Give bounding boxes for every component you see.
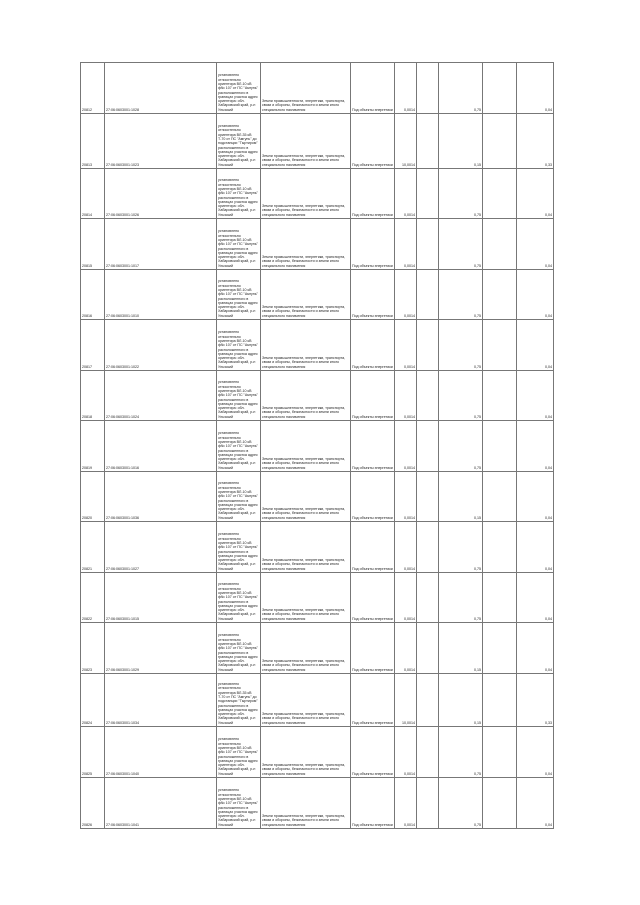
cadastral-number-cell: 27:06:0603001:1010	[105, 270, 217, 320]
location-cell: установлено относительно ориентира ВЛ-10 кВ ф№ 107 от ПС "Амгунь" расположенного в границах участка адрес ориентира: обл. Хабаровский край, р-н Ульчский	[217, 169, 261, 219]
empty-cell	[417, 472, 439, 522]
rate-cell: 0,75	[439, 778, 483, 829]
table-body	[81, 63, 554, 829]
land-category-cell: Земли промышленности, энергетики, транспорта, связи и обороны, безопасности и земли иного специального назначения	[261, 674, 351, 727]
permitted-use-cell: Под объекты энергетики	[351, 169, 395, 219]
tax-cell: 0,04	[517, 623, 554, 674]
rate-cell: 0,75	[439, 727, 483, 778]
rate-cell: 0,75	[439, 270, 483, 320]
rate-cell: 0,75	[439, 320, 483, 371]
empty-cell	[483, 270, 517, 320]
empty-cell	[417, 169, 439, 219]
permitted-use-cell: Под объекты энергетики	[351, 522, 395, 573]
cadastral-number-cell: 27:06:0603001:1029	[105, 623, 217, 674]
parcel-id-cell: 20824	[81, 674, 105, 727]
parcel-id-cell: 20822	[81, 573, 105, 623]
area-cell: 0,0014	[395, 320, 417, 371]
parcel-id-cell: 20826	[81, 778, 105, 829]
land-category-cell: Земли промышленности, энергетики, транспорта, связи и обороны, безопасности и земли иного специального назначения	[261, 522, 351, 573]
permitted-use-cell: Под объекты энергетики	[351, 727, 395, 778]
rate-cell: 0,75	[439, 421, 483, 472]
permitted-use-cell: Под объекты энергетики	[351, 63, 395, 114]
tax-cell: 0,04	[517, 778, 554, 829]
parcel-id-cell: 20816	[81, 270, 105, 320]
area-cell: 0,0014	[395, 169, 417, 219]
rate-cell: 0,15	[439, 472, 483, 522]
parcel-id-cell: 20817	[81, 320, 105, 371]
parcel-id-cell: 20813	[81, 114, 105, 169]
parcel-id-cell: 20819	[81, 421, 105, 472]
table-row	[81, 727, 554, 778]
table-row	[81, 114, 554, 169]
empty-cell	[483, 472, 517, 522]
empty-cell	[483, 63, 517, 114]
table-row	[81, 270, 554, 320]
tax-cell: 0,04	[517, 522, 554, 573]
empty-cell	[417, 219, 439, 270]
area-cell: 0,0014	[395, 623, 417, 674]
empty-cell	[483, 320, 517, 371]
tax-cell: 0,04	[517, 472, 554, 522]
empty-cell	[417, 522, 439, 573]
location-cell: установлено относительно ориентира ВЛ-10 кВ ф№ 107 от ПС "Амгунь" расположенного в границах участка адрес ориентира: обл. Хабаровский край, р-н Ульчский	[217, 219, 261, 270]
permitted-use-cell: Под объекты энергетики	[351, 114, 395, 169]
tax-cell: 0,04	[517, 63, 554, 114]
cadastral-number-cell: 27:06:0603001:1022	[105, 320, 217, 371]
table-row	[81, 63, 554, 114]
area-cell: 0,0014	[395, 270, 417, 320]
area-cell: 10,0014	[395, 674, 417, 727]
empty-cell	[483, 778, 517, 829]
empty-cell	[483, 573, 517, 623]
land-category-cell: Земли промышленности, энергетики, транспорта, связи и обороны, безопасности и земли иного специального назначения	[261, 727, 351, 778]
table-row	[81, 573, 554, 623]
tax-cell: 0,04	[517, 169, 554, 219]
location-cell: установлено относительно ориентира ВЛ-10 кВ ф№ 107 от ПС "Амгунь" расположенного в границах участка адрес ориентира: обл. Хабаровский край, р-н Ульчский	[217, 727, 261, 778]
location-cell: установлено относительно ориентира ВЛ-10 кВ ф№ 107 от ПС "Амгунь" расположенного в границах участка адрес ориентира: обл. Хабаровский край, р-н Ульчский	[217, 778, 261, 829]
empty-cell	[417, 623, 439, 674]
table-row	[81, 371, 554, 421]
cadastral-number-cell: 27:06:0603001:1040	[105, 727, 217, 778]
table-row	[81, 674, 554, 727]
empty-cell	[483, 169, 517, 219]
empty-cell	[483, 522, 517, 573]
rate-cell: 0,15	[439, 114, 483, 169]
empty-cell	[483, 371, 517, 421]
table-row	[81, 522, 554, 573]
table-row	[81, 472, 554, 522]
cadastral-number-cell: 27:06:0603001:1041	[105, 778, 217, 829]
permitted-use-cell: Под объекты энергетики	[351, 371, 395, 421]
empty-cell	[417, 114, 439, 169]
rate-cell: 0,75	[439, 522, 483, 573]
tax-cell: 0,33	[517, 674, 554, 727]
empty-cell	[483, 674, 517, 727]
permitted-use-cell: Под объекты энергетики	[351, 219, 395, 270]
permitted-use-cell: Под объекты энергетики	[351, 421, 395, 472]
area-cell: 10,0014	[395, 114, 417, 169]
empty-cell	[417, 63, 439, 114]
location-cell: установлено относительно ориентира ВЛ-10 кВ ф№ 107 от ПС "Амгунь" расположенного в границах участка адрес ориентира: обл. Хабаровский край, р-н Ульчский	[217, 472, 261, 522]
rate-cell: 0,75	[439, 169, 483, 219]
empty-cell	[483, 727, 517, 778]
land-category-cell: Земли промышленности, энергетики, транспорта, связи и обороны, безопасности и земли иного специального назначения	[261, 472, 351, 522]
empty-cell	[417, 778, 439, 829]
permitted-use-cell: Под объекты энергетики	[351, 270, 395, 320]
cadastral-number-cell: 27:06:0603001:1028	[105, 63, 217, 114]
table-row	[81, 219, 554, 270]
table-row	[81, 169, 554, 219]
cadastral-number-cell: 27:06:0603001:1026	[105, 169, 217, 219]
area-cell: 0,0014	[395, 778, 417, 829]
rate-cell: 0,75	[439, 573, 483, 623]
area-cell: 0,0014	[395, 63, 417, 114]
area-cell: 0,0014	[395, 371, 417, 421]
location-cell: установлено относительно ориентира ВЛ-10 кВ ф№ 107 от ПС "Амгунь" расположенного в границах участка адрес ориентира: обл. Хабаровский край, р-н Ульчский	[217, 320, 261, 371]
permitted-use-cell: Под объекты энергетики	[351, 573, 395, 623]
empty-cell	[417, 270, 439, 320]
tax-cell: 0,04	[517, 320, 554, 371]
tax-cell: 0,04	[517, 421, 554, 472]
tax-cell: 0,04	[517, 371, 554, 421]
empty-cell	[483, 623, 517, 674]
parcel-id-cell: 20820	[81, 472, 105, 522]
parcel-id-cell: 20821	[81, 522, 105, 573]
rate-cell: 0,75	[439, 63, 483, 114]
parcel-id-cell: 20823	[81, 623, 105, 674]
land-category-cell: Земли промышленности, энергетики, транспорта, связи и обороны, безопасности и земли иного специального назначения	[261, 114, 351, 169]
location-cell: установлено относительно ориентира ВЛ-10 кВ ф№ 107 от ПС "Амгунь" расположенного в границах участка адрес ориентира: обл. Хабаровский край, р-н Ульчский	[217, 270, 261, 320]
area-cell: 0,0014	[395, 727, 417, 778]
rate-cell: 0,75	[439, 371, 483, 421]
land-category-cell: Земли промышленности, энергетики, транспорта, связи и обороны, безопасности и земли иного специального назначения	[261, 623, 351, 674]
cadastral-number-cell: 27:06:0603001:1023	[105, 114, 217, 169]
tax-cell: 0,04	[517, 270, 554, 320]
land-category-cell: Земли промышленности, энергетики, транспорта, связи и обороны, безопасности и земли иного специального назначения	[261, 169, 351, 219]
empty-cell	[417, 727, 439, 778]
land-category-cell: Земли промышленности, энергетики, транспорта, связи и обороны, безопасности и земли иного специального назначения	[261, 421, 351, 472]
cadastral-number-cell: 27:06:0603001:1016	[105, 421, 217, 472]
land-category-cell: Земли промышленности, энергетики, транспорта, связи и обороны, безопасности и земли иного специального назначения	[261, 778, 351, 829]
table-row	[81, 421, 554, 472]
empty-cell	[483, 421, 517, 472]
land-category-cell: Земли промышленности, энергетики, транспорта, связи и обороны, безопасности и земли иного специального назначения	[261, 219, 351, 270]
empty-cell	[483, 114, 517, 169]
table-row	[81, 320, 554, 371]
permitted-use-cell: Под объекты энергетики	[351, 674, 395, 727]
land-category-cell: Земли промышленности, энергетики, транспорта, связи и обороны, безопасности и земли иного специального назначения	[261, 270, 351, 320]
table-row	[81, 778, 554, 829]
tax-cell: 0,04	[517, 573, 554, 623]
parcel-id-cell: 20815	[81, 219, 105, 270]
location-cell: установлено относительно ориентира ВЛ-10 кВ ф№ 107 от ПС "Амгунь" расположенного в границах участка адрес ориентира: обл. Хабаровский край, р-н Ульчский	[217, 371, 261, 421]
cadastral-number-cell: 27:06:0603001:1034	[105, 674, 217, 727]
permitted-use-cell: Под объекты энергетики	[351, 778, 395, 829]
empty-cell	[417, 674, 439, 727]
land-category-cell: Земли промышленности, энергетики, транспорта, связи и обороны, безопасности и земли иного специального назначения	[261, 573, 351, 623]
location-cell: установлено относительно ориентира ВЛ-35 кВ Т-70 от ПС "Амгунь" до подстанции "Тыртиром" расположенного в границах участка адрес ориентира: обл. Хабаровский край, р-н Ульчский	[217, 674, 261, 727]
location-cell: установлено относительно ориентира ВЛ-35 кВ Т-70 от ПС "Амгунь" до подстанции "Тыртиром" расположенного в границах участка адрес ориентира: обл. Хабаровский край, р-н Ульчский	[217, 114, 261, 169]
tax-cell: 0,04	[517, 727, 554, 778]
land-parcels-table	[80, 62, 554, 829]
parcel-id-cell: 20812	[81, 63, 105, 114]
rate-cell: 0,15	[439, 674, 483, 727]
empty-cell	[483, 219, 517, 270]
cadastral-number-cell: 27:06:0603001:1015	[105, 573, 217, 623]
tax-cell: 0,33	[517, 114, 554, 169]
tax-cell: 0,04	[517, 219, 554, 270]
parcel-id-cell: 20814	[81, 169, 105, 219]
empty-cell	[417, 371, 439, 421]
land-category-cell: Земли промышленности, энергетики, транспорта, связи и обороны, безопасности и земли иного специального назначения	[261, 320, 351, 371]
rate-cell: 0,75	[439, 219, 483, 270]
location-cell: установлено относительно ориентира ВЛ-10 кВ ф№ 107 от ПС "Амгунь" расположенного в границах участка адрес ориентира: обл. Хабаровский край, р-н Ульчский	[217, 623, 261, 674]
rate-cell: 0,15	[439, 623, 483, 674]
area-cell: 0,0014	[395, 472, 417, 522]
empty-cell	[417, 421, 439, 472]
land-category-cell: Земли промышленности, энергетики, транспорта, связи и обороны, безопасности и земли иного специального назначения	[261, 63, 351, 114]
location-cell: установлено относительно ориентира ВЛ-10 кВ ф№ 107 от ПС "Амгунь" расположенного в границах участка адрес ориентира: обл. Хабаровский край, р-н Ульчский	[217, 522, 261, 573]
area-cell: 0,0014	[395, 522, 417, 573]
cadastral-number-cell: 27:06:0603001:1027	[105, 522, 217, 573]
parcel-id-cell: 20825	[81, 727, 105, 778]
location-cell: установлено относительно ориентира ВЛ-10 кВ ф№ 107 от ПС "Амгунь" расположенного в границах участка адрес ориентира: обл. Хабаровский край, р-н Ульчский	[217, 421, 261, 472]
parcel-id-cell: 20818	[81, 371, 105, 421]
permitted-use-cell: Под объекты энергетики	[351, 623, 395, 674]
location-cell: установлено относительно ориентира ВЛ-10 кВ ф№ 107 от ПС "Амгунь" расположенного в границах участка адрес ориентира: обл. Хабаровский край, р-н Ульчский	[217, 63, 261, 114]
permitted-use-cell: Под объекты энергетики	[351, 472, 395, 522]
empty-cell	[417, 573, 439, 623]
permitted-use-cell: Под объекты энергетики	[351, 320, 395, 371]
land-category-cell: Земли промышленности, энергетики, транспорта, связи и обороны, безопасности и земли иного специального назначения	[261, 371, 351, 421]
area-cell: 0,0014	[395, 219, 417, 270]
area-cell: 0,0014	[395, 573, 417, 623]
table-row	[81, 623, 554, 674]
cadastral-number-cell: 27:06:0603001:1017	[105, 219, 217, 270]
location-cell: установлено относительно ориентира ВЛ-10 кВ ф№ 107 от ПС "Амгунь" расположенного в границах участка адрес ориентира: обл. Хабаровский край, р-н Ульчский	[217, 573, 261, 623]
cadastral-number-cell: 27:06:0603001:1024	[105, 371, 217, 421]
cadastral-number-cell: 27:06:0603001:1036	[105, 472, 217, 522]
empty-cell	[417, 320, 439, 371]
area-cell: 0,0014	[395, 421, 417, 472]
